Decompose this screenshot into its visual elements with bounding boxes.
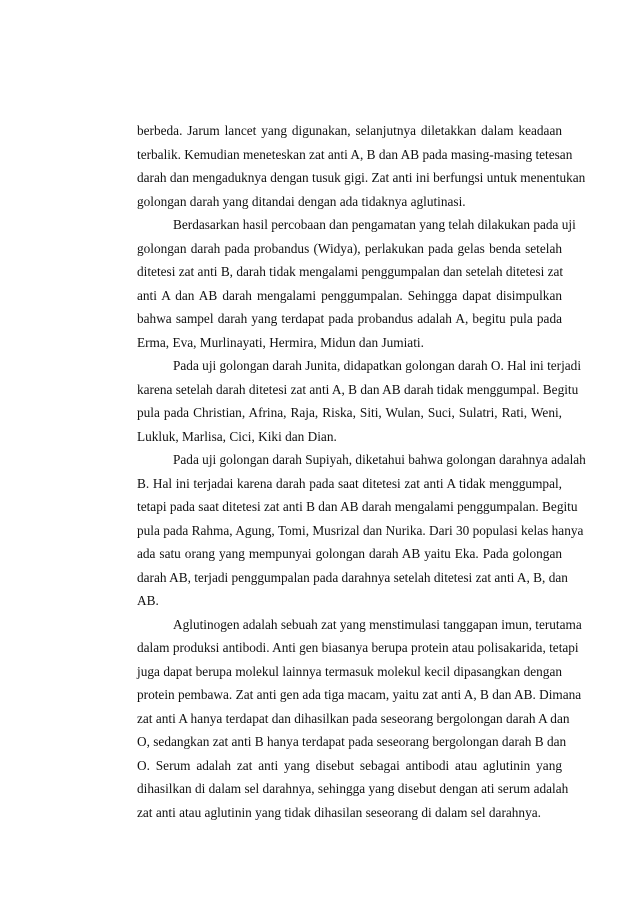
text-line: Pada uji golongan darah Supiyah, diketahui bahwa golongan darahnya adalah — [173, 452, 586, 467]
paragraph-5 — [137, 613, 582, 825]
text-line: Berdasarkan hasil percobaan dan pengamatan yang telah dilakukan pada uji — [173, 217, 576, 232]
text-line: zat anti A hanya terdapat dan dihasilkan pada seseorang bergolongan darah A dan — [137, 710, 570, 726]
text-line: AB. — [137, 593, 159, 608]
text-line: darah AB, terjadi penggumpalan pada darahnya setelah ditetesi zat anti A, B, dan — [137, 569, 568, 585]
text-line: O. Serum adalah zat anti yang disebut sebagai antibodi atau aglutinin yang — [137, 757, 562, 773]
text-line: pula pada Christian, Afrina, Raja, Riska, Siti, Wulan, Suci, Sulatri, Rati, Weni, — [137, 405, 562, 420]
text-line: karena setelah darah ditetesi zat anti A, B dan AB darah tidak menggumpal. Begitu — [137, 381, 579, 397]
text-line: terbalik. Kemudian meneteskan zat anti A, B dan AB pada masing-masing tetesan — [137, 146, 573, 162]
paragraph-1 — [137, 119, 586, 213]
text-line: protein pembawa. Zat anti gen ada tiga macam, yaitu zat anti A, B dan AB. Dimana — [137, 687, 582, 702]
text-line: pula pada Rahma, Agung, Tomi, Musrizal dan Nurika. Dari 30 populasi kelas hanya — [137, 522, 584, 538]
body-text — [137, 119, 586, 824]
text-line: zat anti atau aglutinin yang tidak dihasilan seseorang di dalam sel darahnya. — [137, 804, 541, 820]
text-line: golongan darah yang ditandai dengan ada tidaknya aglutinasi. — [137, 193, 466, 209]
text-line: golongan darah pada probandus (Widya), perlakukan pada gelas benda setelah — [137, 240, 562, 256]
text-line: Aglutinogen adalah sebuah zat yang menstimulasi tanggapan imun, terutama — [173, 616, 582, 632]
text-line: berbeda. Jarum lancet yang digunakan, selanjutnya diletakkan dalam keadaan — [137, 123, 562, 138]
text-line: dihasilkan di dalam sel darahnya, sehingga yang disebut dengan ati serum adalah — [137, 781, 569, 796]
paragraph-4 — [137, 448, 586, 613]
text-line: O, sedangkan zat anti B hanya terdapat pada seseorang bergolongan darah B dan — [137, 734, 567, 749]
text-line: Pada uji golongan darah Junita, didapatkan golongan darah O. Hal ini terjadi — [173, 358, 582, 373]
text-line: ada satu orang yang mempunyai golongan darah AB yaitu Eka. Pada golongan — [137, 546, 562, 561]
text-line: bahwa sampel darah yang terdapat pada probandus adalah A, begitu pula pada — [137, 311, 562, 326]
text-line: anti A dan AB darah mengalami penggumpalan. Sehingga dapat disimpulkan — [137, 287, 562, 303]
text-line: ditetesi zat anti B, darah tidak mengalami penggumpalan dan setelah ditetesi zat — [137, 264, 564, 279]
text-line: dalam produksi antibodi. Anti gen biasanya berupa protein atau polisakarida, tetapi — [137, 640, 579, 655]
paragraph-3 — [137, 354, 582, 448]
text-line: tetapi pada saat ditetesi zat anti B dan AB darah mengalami penggumpalan. Begitu — [137, 499, 578, 514]
text-line: darah dan mengaduknya dengan tusuk gigi. Zat anti ini berfungsi untuk menentukan — [137, 170, 586, 185]
text-line: juga dapat berupa molekul lainnya termasuk molekul kecil dipasangkan dengan — [137, 663, 562, 679]
text-line: Erma, Eva, Murlinayati, Hermira, Midun dan Jumiati. — [137, 334, 424, 350]
text-line: B. Hal ini terjadai karena darah pada saat ditetesi zat anti A tidak menggumpal, — [137, 475, 562, 491]
text-line: Lukluk, Marlisa, Cici, Kiki dan Dian. — [137, 428, 337, 444]
paragraph-2 — [137, 213, 576, 354]
